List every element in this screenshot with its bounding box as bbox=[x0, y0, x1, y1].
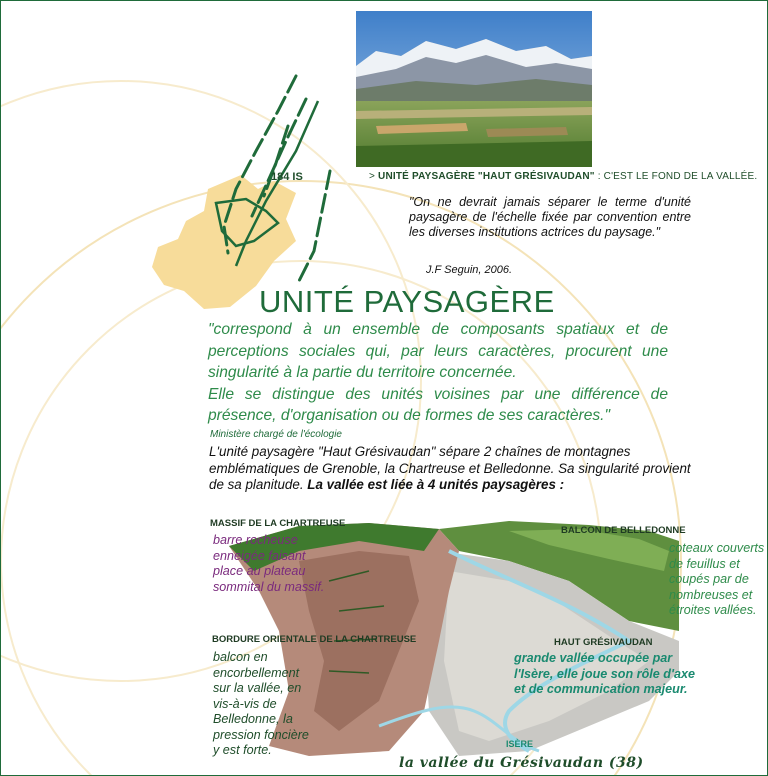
intro-bold: La vallée est liée à 4 unités paysagères : bbox=[307, 477, 565, 492]
page-title: UNITÉ PAYSAGÈRE bbox=[259, 284, 555, 319]
definition-part-1: "correspond à un ensemble de composants spatiaux et de perceptions sociales qui, par leurs caractères, procurent une singularité à la partie du territoire concernée. bbox=[208, 321, 668, 381]
definition-source: Ministère chargé de l'écologie bbox=[210, 429, 342, 440]
intro-paragraph bbox=[209, 444, 705, 494]
unit-text-haut-gresivaudan: grande vallée occupée par l'Isère, elle joue son rôle d'axe et de communication majeur. bbox=[514, 651, 695, 696]
illustration-caption: la vallée du Grésivaudan (38) bbox=[399, 755, 644, 771]
unit-heading-haut-gresivaudan: HAUT GRÉSIVAUDAN bbox=[554, 637, 653, 648]
caption-rest: : C'EST LE FOND DE LA VALLÉE. bbox=[594, 171, 758, 182]
unit-text-belledonne: coteaux couverts de feuillus et coupés par de nombreuses et étroites vallées. bbox=[669, 541, 765, 617]
map-area-code: 184 IS bbox=[271, 171, 303, 183]
unit-text-chartreuse: barre rocheuse enneigée faisant place au plateau sommital du massif. bbox=[213, 533, 325, 594]
intro-text: L'unité paysagère "Haut Grésivaudan" sépare 2 chaînes de montagnes emblématiques de Grenoble, la Chartreuse et Belledonne. Sa singularité provient de sa planitude. bbox=[209, 444, 691, 492]
unit-text-chartreuse-border: balcon en encorbellement sur la vallée, en vis-à-vis de Belledonne, la pression foncière y est forte. bbox=[213, 650, 309, 757]
river-label: ISÈRE bbox=[506, 739, 534, 749]
unit-heading-belledonne: BALCON DE BELLEDONNE bbox=[561, 525, 686, 536]
valley-photo bbox=[356, 11, 592, 167]
unit-heading-chartreuse: MASSIF DE LA CHARTREUSE bbox=[210, 518, 346, 529]
caption-unit-name: UNITÉ PAYSAGÈRE "HAUT GRÉSIVAUDAN" bbox=[378, 171, 595, 182]
quote-author: J.F Seguin, 2006. bbox=[426, 264, 513, 276]
caption-prefix: > bbox=[369, 171, 379, 182]
definition bbox=[208, 319, 668, 427]
definition-part-2: Elle se distingue des unités voisines par une différence de présence, d'organisation ou de formes de ses caractères." bbox=[208, 385, 668, 424]
photo-caption bbox=[369, 171, 757, 182]
unit-heading-chartreuse-border: BORDURE ORIENTALE DE LA CHARTREUSE bbox=[212, 634, 417, 645]
seguin-quote: "On ne devrait jamais séparer le terme d'unité paysagère de l'échelle fixée par convention entre les diverses institutions actrices du paysage." bbox=[409, 195, 691, 239]
